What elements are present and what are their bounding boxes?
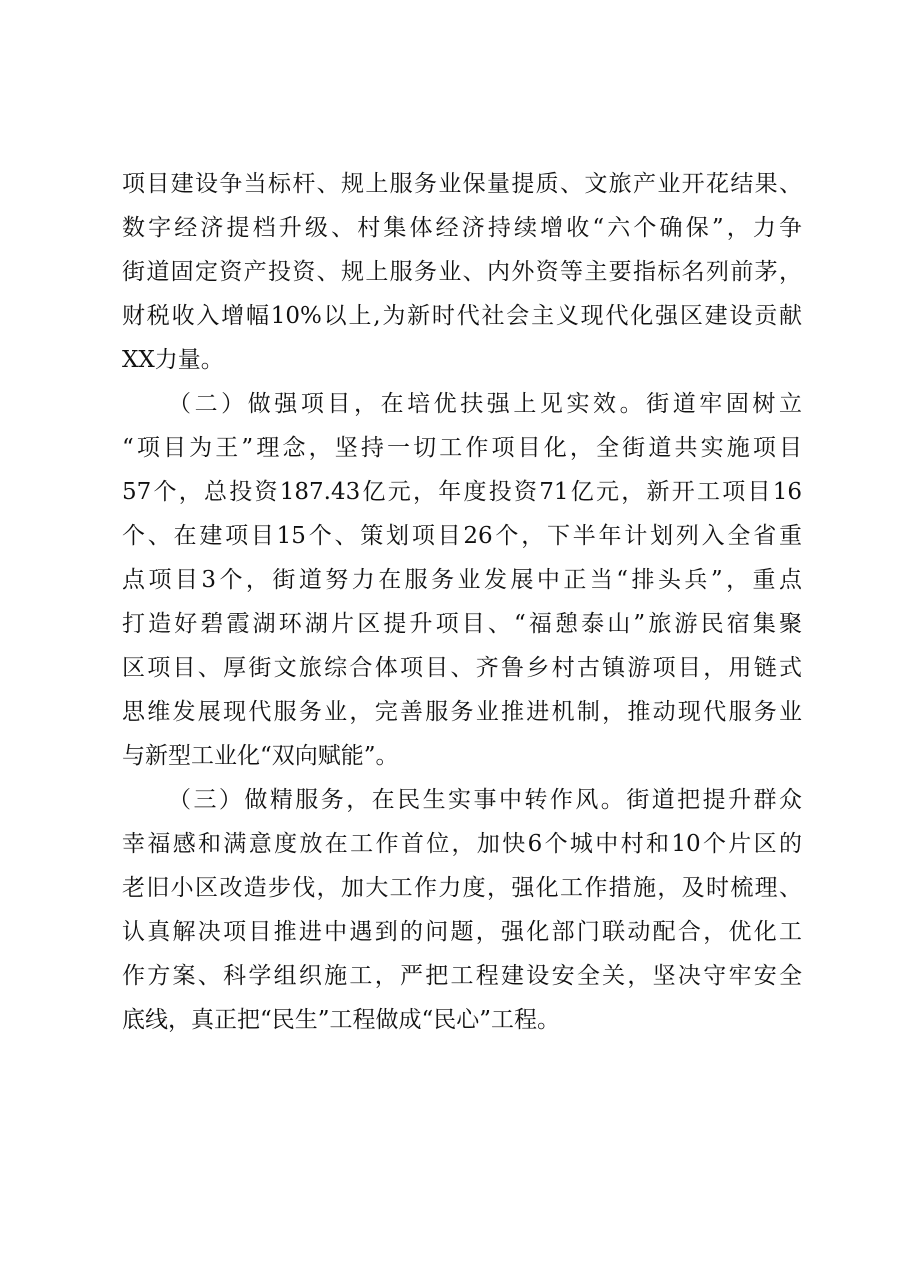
paragraph-3-line-5: 作方案、科学组织施工，严把工程建设安全关，坚决守牢安全 xyxy=(122,963,802,989)
paragraph-3-line-2: 幸福感和满意度放在工作首位，加快6个城中村和10个片区的 xyxy=(122,831,802,857)
paragraph-3-line-3: 老旧小区改造步伐，加大工作力度，强化工作措施，及时梳理、 xyxy=(122,875,802,901)
paragraph-3-line-4: 认真解决项目推进中遇到的问题，强化部门联动配合，优化工 xyxy=(122,919,802,945)
paragraph-1-line-4: 财税收入增幅10%以上,为新时代社会主义现代化强区建设贡献 xyxy=(122,303,802,329)
paragraph-2-line-4: 个、在建项目15个、策划项目26个，下半年计划列入全省重 xyxy=(122,523,802,549)
paragraph-2-line-9: 与新型工业化“双向赋能”。 xyxy=(122,743,399,769)
paragraph-1-line-2: 数字经济提档升级、村集体经济持续增收“六个确保”，力争 xyxy=(122,215,802,241)
paragraph-1-line-5: XX力量。 xyxy=(122,347,224,373)
paragraph-2-line-8: 思维发展现代服务业，完善服务业推进机制，推动现代服务业 xyxy=(122,699,802,725)
paragraph-2-line-2: “项目为王”理念，坚持一切工作项目化，全街道共实施项目 xyxy=(122,435,802,461)
paragraph-1-line-1: 项目建设争当标杆、规上服务业保量提质、文旅产业开花结果、 xyxy=(122,171,802,197)
paragraph-2-line-6: 打造好碧霞湖环湖片区提升项目、“福憩泰山”旅游民宿集聚 xyxy=(122,611,802,637)
paragraph-2-line-1: （二）做强项目，在培优扶强上见实效。街道牢固树立 xyxy=(168,391,802,417)
document-body xyxy=(122,162,802,1042)
paragraph-3-line-6: 底线，真正把“民生”工程做成“民心”工程。 xyxy=(122,1007,561,1033)
paragraph-2-line-7: 区项目、厚街文旅综合体项目、齐鲁乡村古镇游项目，用链式 xyxy=(122,655,802,681)
paragraph-3-line-1: （三）做精服务，在民生实事中转作风。街道把提升群众 xyxy=(168,787,802,813)
paragraph-2-line-3: 57个，总投资187.43亿元，年度投资71亿元，新开工项目16 xyxy=(122,479,802,505)
paragraph-1-line-3: 街道固定资产投资、规上服务业、内外资等主要指标名列前茅， xyxy=(122,259,802,285)
paragraph-2-line-5: 点项目3个，街道努力在服务业发展中正当“排头兵”，重点 xyxy=(122,567,802,593)
